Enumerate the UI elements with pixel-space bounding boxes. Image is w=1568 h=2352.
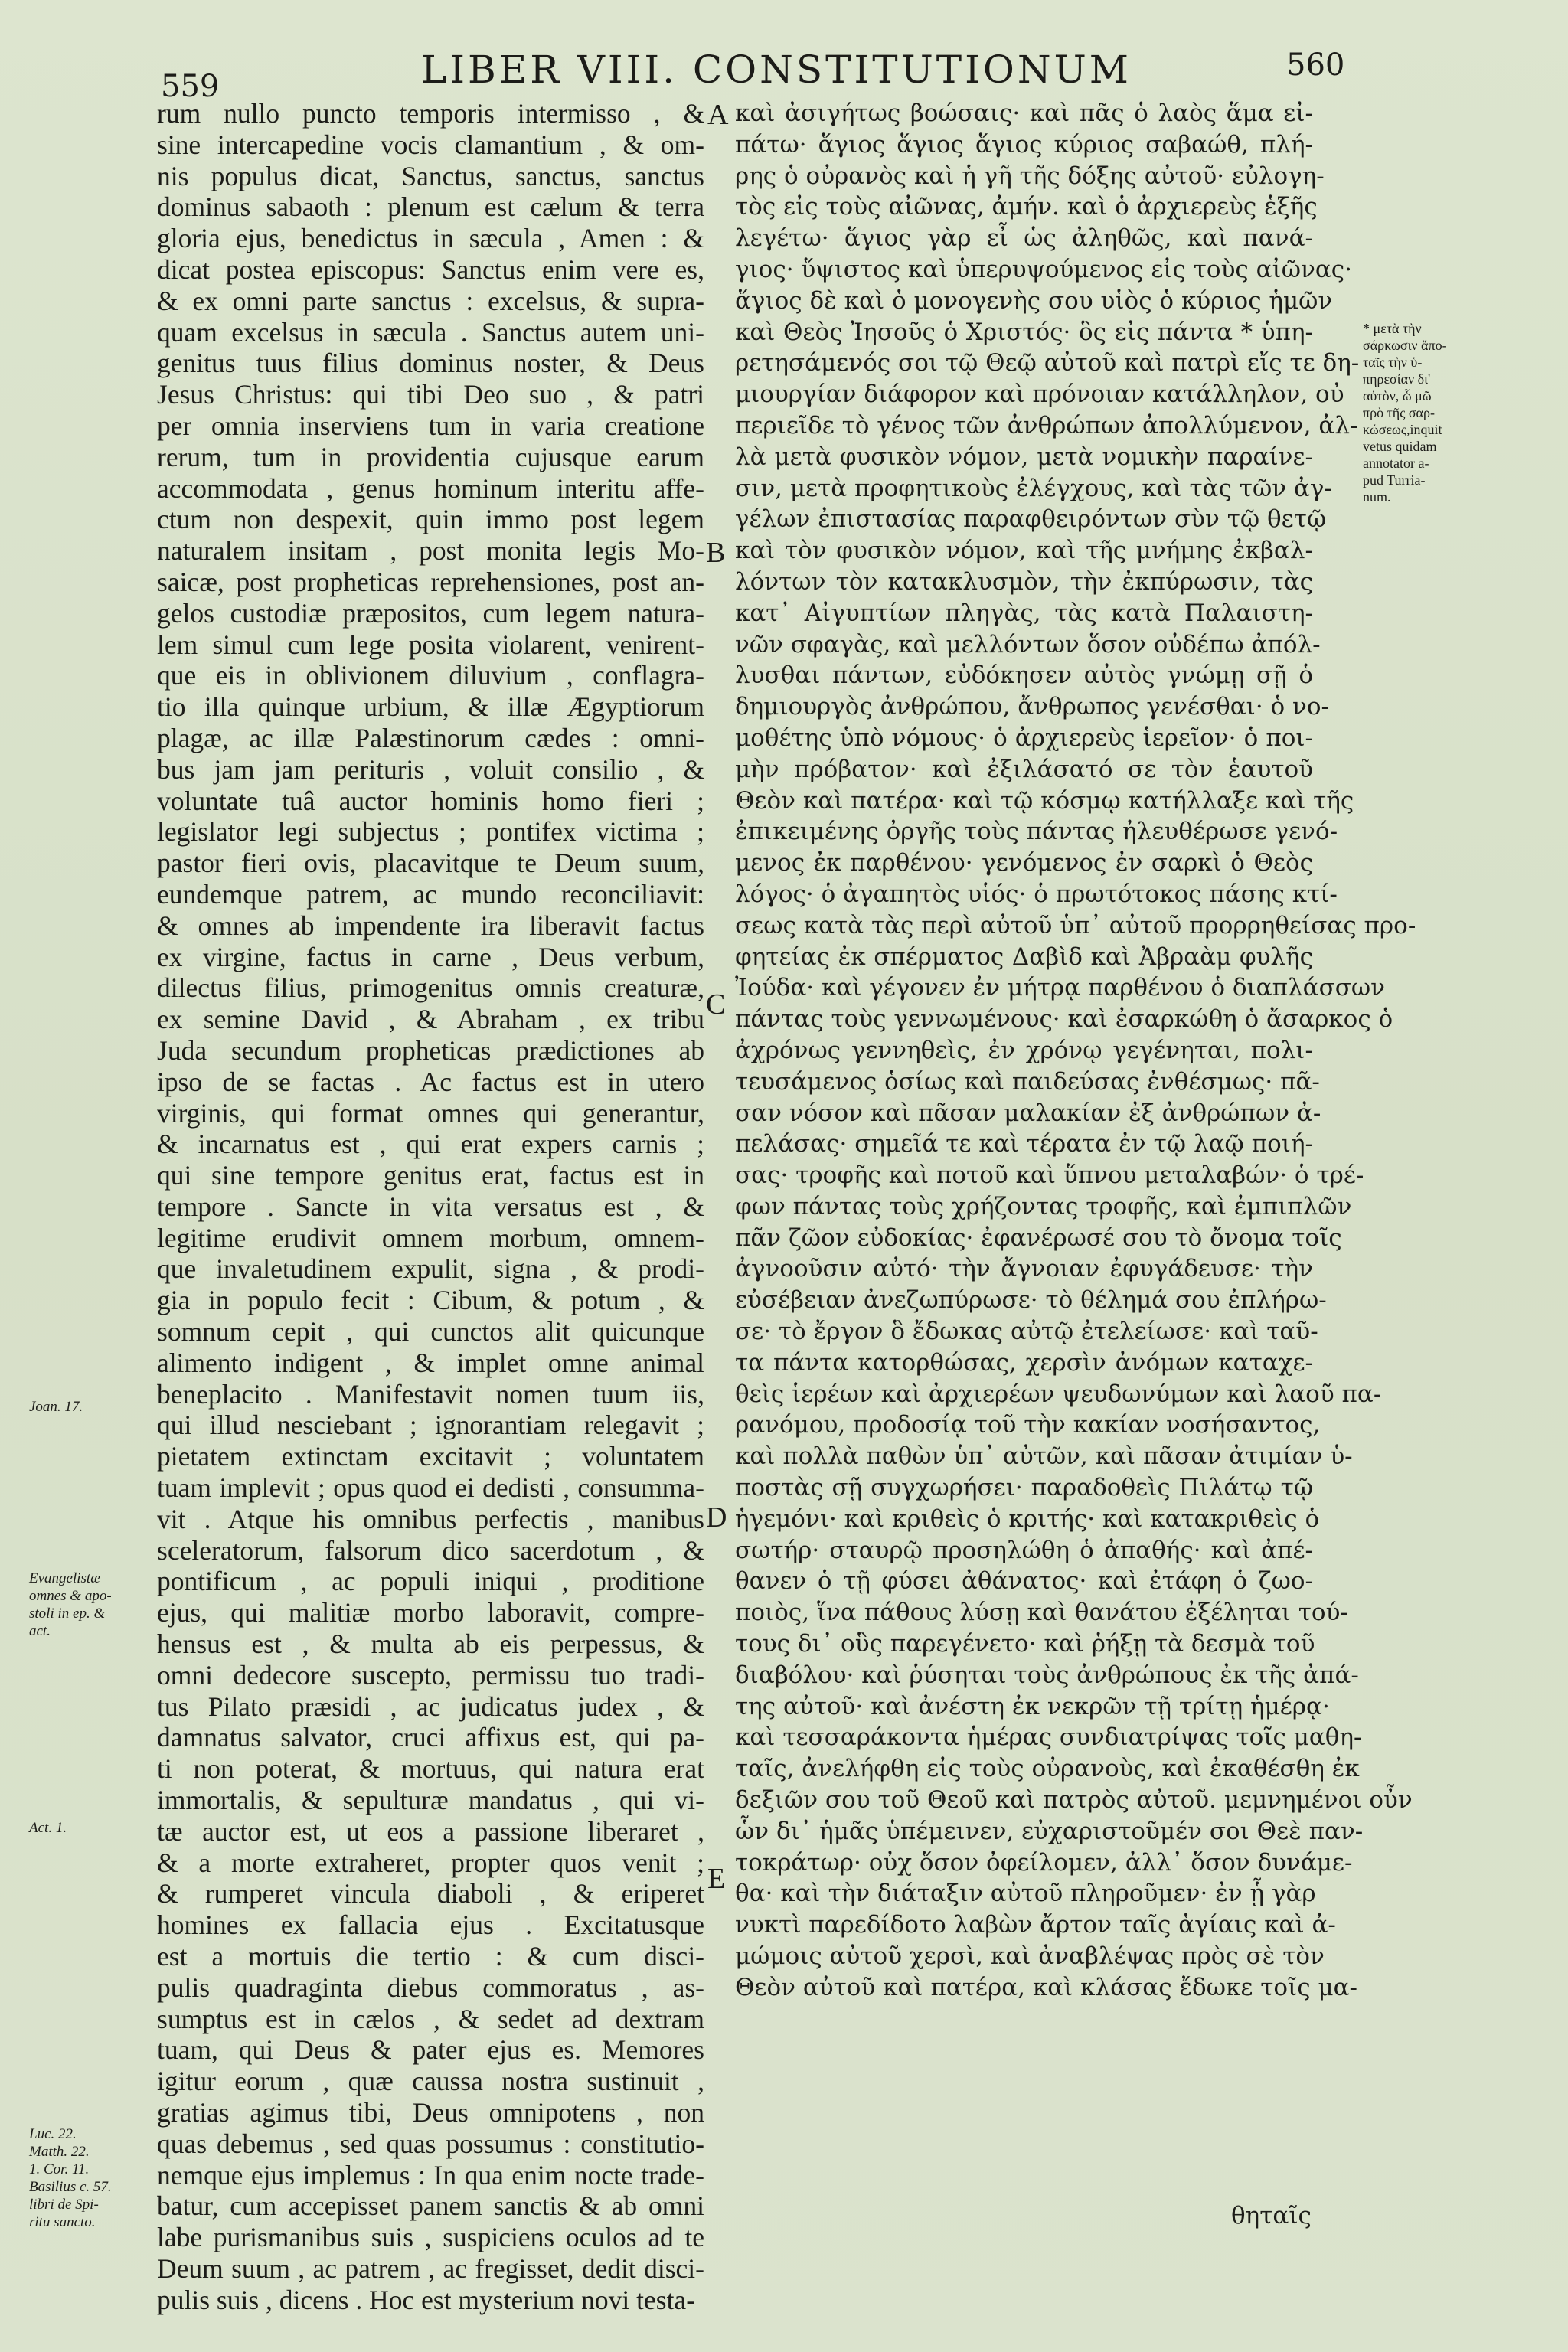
latin-text-line: naturalem insitam , post monita legis Mo-: [157, 535, 704, 567]
greek-text-line: σεως κατὰ τὰς περὶ αὐτοῦ ὑπ᾽ αὐτοῦ προρρηθείσας προ-: [735, 911, 1416, 939]
greek-text-line: λυσθαι πάντων, εὐδόκησεν αὐτὸς γνώμῃ σῇ ὁ: [735, 662, 1313, 690]
section-letter-b: B: [706, 537, 726, 569]
greek-text-line: ποιὸς, ἵνα πάθους λύσῃ καὶ θανάτου ἐξέληται τού-: [735, 1599, 1348, 1627]
latin-text-line: Deum suum , ac patrem , ac fregisset, dedit disci-: [157, 2252, 704, 2284]
latin-text-line: ejus, qui malitiæ morbo laboravit, compre-: [157, 1597, 704, 1628]
latin-text-line: pulis suis , dicens . Hoc est mysterium novi testa-: [157, 2284, 696, 2315]
greek-text-line: καὶ Θεὸς Ἰησοῦς ὁ Χριστός· ὃς εἰς πάντα * ὑπη-: [735, 318, 1313, 346]
latin-text-line: & omnes ab impendente ira liberavit factus: [157, 910, 704, 941]
latin-text-line: voluntate tuâ auctor hominis homo fieri ;: [157, 785, 704, 816]
latin-text-line: gelos custodiæ præpositos, cum legem natura-: [157, 597, 704, 629]
latin-text-line: ti non poterat, & mortuus, qui natura erat: [157, 1753, 704, 1785]
latin-text-line: tus Pilato præsidi , ac judicatus judex , &: [157, 1690, 704, 1722]
latin-text-line: tæ auctor est, ut eos a passione liberaret ,: [157, 1815, 704, 1847]
latin-text-line: pietatem extinctam excitavit ; voluntatem: [157, 1441, 704, 1472]
margin-note-line: stoli in ep. &: [29, 1606, 106, 1622]
margin-note-line: Luc. 22.: [29, 2126, 77, 2142]
latin-text-line: eundemque patrem, ac mundo reconciliavit:: [157, 878, 704, 910]
latin-text-line: tempore . Sancte in vita versatus est , &: [157, 1191, 704, 1222]
latin-text-line: qui illud nesciebant ; ignorantiam relegavit ;: [157, 1410, 704, 1441]
margin-note-line: 1. Cor. 11.: [29, 2161, 90, 2177]
greek-text-line: πάτω· ἅγιος ἅγιος ἅγιος κύριος σαβαώθ, πλή-: [735, 130, 1313, 158]
latin-text-line: quam excelsus in sæcula . Sanctus autem uni-: [157, 316, 704, 348]
greek-text-line: τους δι᾽ οὓς παρεγένετο· καὶ ῥήξῃ τὰ δεσμὰ τοῦ: [735, 1630, 1315, 1658]
latin-text-line: gia in populo fecit : Cibum, & potum , &: [157, 1285, 704, 1316]
greek-text-line: κατ᾽ Αἰγυπτίων πληγὰς, τὰς κατὰ Παλαιστη-: [735, 599, 1313, 627]
latin-text-line: sumptus est in cælos , & sedet ad dextram: [157, 2003, 704, 2034]
latin-text-line: gratias agimus tibi, Deus omnipotens , non: [157, 2097, 704, 2128]
latin-text-line: ex virgine, factus in carne , Deus verbum,: [157, 941, 704, 972]
greek-text-line: γέλων ἐπιστασίας παραφθειρόντων σὺν τῷ θετῷ: [735, 505, 1327, 534]
greek-text-line: διαβόλου· καὶ ῥύσηται τοὺς ἀνθρώπους ἐκ τῆς ἀπά-: [735, 1661, 1359, 1689]
greek-text-line: πάντας τοὺς γεννωμένους· καὶ ἐσαρκώθη ὁ ἄσαρκος ὁ: [735, 1005, 1393, 1034]
greek-text-line: σας· τροφῆς καὶ ποτοῦ καὶ ὕπνου μεταλαβών· ὁ τρέ-: [735, 1161, 1364, 1190]
latin-text-line: genitus tuus filius dominus noster, & Deus: [157, 348, 704, 379]
latin-text-line: qui sine tempore genitus erat, factus est in: [157, 1160, 704, 1191]
latin-text-line: virginis, qui format omnes qui generantur,: [157, 1097, 704, 1129]
latin-text-line: homines ex fallacia ejus . Excitatusque: [157, 1909, 704, 1941]
latin-column: [157, 98, 704, 2316]
latin-text-line: tuam, qui Deus & pater ejus es. Memores: [157, 2034, 704, 2066]
margin-note-line: αὐτὸν, ὧ μῶ: [1363, 388, 1432, 403]
latin-text-line: est a mortuis die tertio : & cum disci-: [157, 1941, 704, 1972]
greek-text-line: πελάσας· σημεῖά τε καὶ τέρατα ἐν τῷ λαῷ ποιή-: [735, 1130, 1313, 1158]
margin-note-line: Evangelistæ: [29, 1570, 100, 1586]
latin-text-line: legitime erudivit omnem morbum, omnem-: [157, 1222, 704, 1253]
latin-text-line: igitur eorum , quæ caussa nostra sustinuit ,: [157, 2066, 704, 2097]
margin-note-line: κώσεως,inquit: [1363, 422, 1442, 437]
margin-note-line: Basilius c. 57.: [29, 2179, 112, 2195]
latin-text-line: immortalis, & sepulturæ mandatus , qui vi-: [157, 1785, 704, 1816]
greek-text-line: φων πάντας τοὺς χρήζοντας τροφῆς, καὶ ἐμπιπλῶν: [735, 1192, 1352, 1220]
latin-text-line: damnatus salvator, cruci affixus est, qui pa-: [157, 1722, 704, 1753]
latin-text-line: batur, cum accepisset panem sanctis & ab omni: [157, 2190, 704, 2222]
greek-text-line: θα· καὶ τὴν διάταξιν αὐτοῦ πληροῦμεν· ἐν ᾗ γὰρ: [735, 1880, 1316, 1908]
latin-text-line: Jesus Christus: qui tibi Deo suo , & patri: [157, 379, 704, 410]
margin-note-line: act.: [29, 1623, 51, 1639]
latin-text-line: pulis quadraginta diebus commoratus , as-: [157, 1971, 704, 2003]
greek-text-line: μὴν πρόβατον· καὶ ἐξιλάσατό σε τὸν ἑαυτοῦ: [735, 755, 1313, 783]
latin-text-line: somnum cepit , qui cunctos alit quicunque: [157, 1316, 704, 1348]
greek-text-line: ταῖς, ἀνελήφθη εἰς τοὺς οὐρανοὺς, καὶ ἐκαθέσθη ἐκ: [735, 1755, 1360, 1783]
latin-text-line: tuam implevit ; opus quod ei dedisti , consumma-: [157, 1472, 704, 1504]
latin-text-line: vit . Atque his omnibus perfectis , manibus: [157, 1503, 704, 1534]
latin-text-line: dominus sabaoth : plenum est cælum & terra: [157, 191, 704, 223]
latin-text-line: lem simul cum lege posita violarent, venirent-: [157, 629, 704, 660]
latin-text-line: bus jam jam perituris , voluit consilio , &: [157, 753, 704, 785]
latin-text-line: beneplacito . Manifestavit nomen tuum iis,: [157, 1378, 704, 1410]
latin-text-line: pontificum , ac populi iniqui , proditione: [157, 1566, 704, 1597]
latin-text-line: rerum, tum in providentia cujusque earum: [157, 441, 704, 472]
latin-text-line: dicat postea episcopus: Sanctus enim vere es,: [157, 253, 704, 285]
margin-note-line: Act. 1.: [29, 1820, 67, 1836]
greek-text-line: ὧν δι᾽ ἡμᾶς ὑπέμεινεν, εὐχαριστοῦμέν σοι Θεὲ παν-: [735, 1817, 1364, 1845]
latin-text-line: nemque ejus implemus : In qua enim nocte trade-: [157, 2159, 704, 2190]
latin-text-line: nis populus dicat, Sanctus, sanctus, sanctus: [157, 160, 704, 191]
latin-text-line: quas debemus , sed quas possumus : constitutio-: [157, 2128, 704, 2159]
greek-text-line: Ἰούδα· καὶ γέγονεν ἐν μήτρᾳ παρθένου ὁ διαπλάσσων: [735, 974, 1386, 1002]
latin-text-line: Juda secundum propheticas prædictiones ab: [157, 1034, 704, 1066]
latin-text-line: accommodata , genus hominum interitu affe-: [157, 472, 704, 504]
margin-note-evangelistae: [29, 1570, 152, 1640]
greek-text-line: ποστὰς σῇ συγχωρήσει· παραδοθεὶς Πιλάτῳ τῷ: [735, 1474, 1313, 1502]
margin-note-line: ταῖς τὴν ὑ-: [1363, 354, 1423, 370]
greek-text-line: πᾶν ζῶον εὐδοκίας· ἐφανέρωσέ σου τὸ ὄνομα τοῖς: [735, 1223, 1342, 1252]
catchword: θηταῖς: [1231, 2202, 1312, 2230]
greek-text-line: σε· τὸ ἔργον ὃ ἔδωκας αὐτῷ ἐτελείωσε· καὶ ταῦ-: [735, 1318, 1318, 1346]
margin-note-line: Matth. 22.: [29, 2144, 90, 2160]
latin-text-line: ipso de se factas . Ac factus est in utero: [157, 1066, 704, 1097]
latin-text-line: gloria ejus, benedictus in sæcula , Amen : &: [157, 223, 704, 254]
latin-text-line: dilectus filius, primogenitus omnis creaturæ,: [157, 972, 704, 1004]
latin-text-line: saicæ, post propheticas reprehensiones, post an-: [157, 566, 704, 597]
greek-text-line: θανεν ὁ τῇ φύσει ἀθάνατος· καὶ ἐτάφη ὁ ζωο-: [735, 1567, 1313, 1596]
greek-text-line: καὶ τεσσαράκοντα ἡμέρας συνδιατρίψας τοῖς μαθη-: [735, 1723, 1362, 1752]
margin-note-line: Joan. 17.: [29, 1399, 83, 1415]
greek-text-line: σαν νόσον καὶ πᾶσαν μαλακίαν ἐξ ἀνθρώπων ἀ-: [735, 1099, 1321, 1127]
greek-text-line: μενος ἐκ παρθένου· γενόμενος ἐν σαρκὶ ὁ Θεὸς: [735, 849, 1313, 877]
latin-text-line: ex semine David , & Abraham , ex tribu: [157, 1004, 704, 1035]
greek-text-line: νυκτὶ παρεδίδοτο λαβὼν ἄρτον ταῖς ἁγίαις καὶ ἀ-: [735, 1911, 1336, 1939]
section-letter-c: C: [706, 988, 726, 1021]
greek-text-line: τευσάμενος ὁσίως καὶ παιδεύσας ἐνθέσμως· πᾶ-: [735, 1067, 1320, 1096]
latin-text-line: & rumperet vincula diaboli , & eriperet: [157, 1878, 704, 1909]
greek-text-line: Θεὸν καὶ πατέρα· καὶ τῷ κόσμῳ κατήλλαξε καὶ τῆς: [735, 786, 1354, 815]
latin-text-line: plagæ, ac illæ Palæstinorum cædes : omni-: [157, 722, 704, 753]
greek-text-line: γιος· ὕψιστος καὶ ὑπερυψούμενος εἰς τοὺς αἰῶνας·: [735, 255, 1352, 283]
greek-text-line: ρετησάμενός σοι τῷ Θεῷ αὐτοῦ καὶ πατρὶ εἴς τε δη-: [735, 349, 1360, 377]
latin-text-line: tio illa quinque urbium, & illæ Ægyptiorum: [157, 691, 704, 723]
section-letter-a: A: [707, 99, 729, 131]
margin-note-line: vetus quidam: [1363, 439, 1437, 454]
greek-text-line: σιν, μετὰ προφητικοὺς ἐλέγχους, καὶ τὰς τῶν ἀγ-: [735, 474, 1332, 502]
latin-text-line: labe purismanibus suis , suspiciens oculos ad te: [157, 2222, 704, 2253]
greek-text-line: φητείας ἐκ σπέρματος Δαβὶδ καὶ Ἀβραὰμ φυλῆς: [735, 942, 1313, 971]
margin-note-line: πηρεσίαν δι': [1363, 371, 1431, 387]
greek-text-line: μιουργίαν διάφορον καὶ πρόνοιαν κατάλληλον, οὐ: [735, 381, 1344, 409]
greek-text-line: λεγέτω· ἅγιος γὰρ εἶ ὡς ἀληθῶς, καὶ πανά-: [735, 224, 1313, 253]
margin-note-line: σάρκωσιν ἄπο-: [1363, 338, 1447, 353]
margin-note-line: omnes & apo-: [29, 1588, 112, 1604]
latin-text-line: sceleratorum, falsorum dico sacerdotum , &: [157, 1534, 704, 1566]
greek-text-line: εὐσέβειαν ἀνεζωπύρωσε· τὸ θέλημά σου ἐπλήρω-: [735, 1286, 1327, 1315]
margin-note-act: [29, 1819, 152, 1837]
greek-text-line: λὰ μετὰ φυσικὸν νόμον, μετὰ νομικὴν παραίνε-: [735, 443, 1313, 471]
greek-text-line: λόγος· ὁ ἀγαπητὸς υἱός· ὁ πρωτότοκος πάσης κτί-: [735, 880, 1338, 908]
greek-text-line: δεξιῶν σου τοῦ Θεοῦ καὶ πατρὸς αὐτοῦ. μεμνημένοι οὖν: [735, 1786, 1413, 1815]
greek-text-line: ρανόμου, προδοσίᾳ τοῦ τὴν κακίαν νοσήσαντος,: [735, 1411, 1321, 1439]
margin-note-line: num.: [1363, 489, 1391, 505]
greek-text-line: τα πάντα κατορθώσας, χερσὶν ἀνόμων καταχε-: [735, 1348, 1313, 1377]
page-number-right: 560: [1286, 47, 1345, 83]
greek-text-line: ἀχρόνως γεννηθεὶς, ἐν χρόνῳ γεγένηται, πολι-: [735, 1036, 1313, 1064]
margin-note-line: πρὸ τῆς σαρ-: [1363, 405, 1435, 420]
latin-text-line: que invaletudinem expulit, signa , & prodi-: [157, 1253, 704, 1285]
running-title: LIBER VIII. CONSTITUTIONUM: [421, 47, 1132, 92]
greek-text-line: ἡγεμόνι· καὶ κριθεὶς ὁ κριτής· καὶ κατακριθεὶς ὁ: [735, 1504, 1320, 1533]
greek-text-line: περιεῖδε τὸ γένος τῶν ἀνθρώπων ἀπολλύμενον, ἀλ-: [735, 411, 1358, 439]
greek-text-line: δημιουργὸς ἀνθρώπου, ἄνθρωπος γενέσθαι· ὁ νο-: [735, 693, 1330, 721]
page-number-left: 559: [161, 69, 220, 104]
margin-note-line: pud Turria-: [1363, 472, 1426, 488]
margin-note-right: [1363, 320, 1497, 505]
latin-text-line: sine intercapedine vocis clamantium , & om-: [157, 129, 704, 160]
greek-text-line: θεὶς ἱερέων καὶ ἀρχιερέων ψευδωνύμων καὶ λαοῦ πα-: [735, 1380, 1382, 1408]
page-header: [161, 47, 1355, 104]
margin-note-joan: [29, 1398, 152, 1416]
greek-text-line: καὶ ἀσιγήτως βοώσαις· καὶ πᾶς ὁ λαὸς ἅμα εἰ-: [735, 100, 1313, 127]
greek-text-line: τοκράτωρ· οὐχ ὅσον ὀφείλομεν, ἀλλ᾽ ὅσον δυνάμε-: [735, 1848, 1353, 1877]
greek-text-line: μώμοις αὐτοῦ χερσὶ, καὶ ἀναβλέψας πρὸς σὲ τὸν: [735, 1942, 1325, 1971]
section-letter-d: D: [706, 1501, 727, 1534]
greek-text-line: μοθέτης ὑπὸ νόμους· ὁ ἀρχιερεὺς ἱερεῖον· ὁ ποι-: [735, 724, 1313, 752]
section-letter-e: E: [707, 1863, 726, 1895]
greek-text-line: ρης ὁ οὐρανὸς καὶ ἡ γῆ τῆς δόξης αὐτοῦ· εὐλογη-: [735, 162, 1325, 190]
greek-text-line: λόντων τὸν κατακλυσμὸν, τὴν ἐκπύρωσιν, τὰς: [735, 567, 1313, 596]
greek-text-line: σωτήρ· σταυρῷ προσηλώθη ὁ ἀπαθής· καὶ ἀπέ-: [735, 1536, 1313, 1564]
latin-text-line: & a morte extraheret, propter quos venit ;: [157, 1847, 704, 1878]
margin-note-line: annotator a-: [1363, 456, 1429, 471]
greek-text-line: καὶ τὸν φυσικὸν νόμον, καὶ τῆς μνήμης ἐκβαλ-: [735, 537, 1313, 565]
latin-text-line: legislator legi subjectus ; pontifex victima ;: [157, 816, 704, 848]
margin-note-luc: [29, 2125, 152, 2231]
latin-text-line: & ex omni parte sanctus : excelsus, & supra-: [157, 285, 704, 316]
latin-text-line: alimento indigent , & implet omne animal: [157, 1347, 704, 1378]
latin-text-line: hensus est , & multa ab eis perpessus, &: [157, 1628, 704, 1660]
margin-note-line: libri de Spi-: [29, 2197, 99, 2213]
latin-text-line: pastor fieri ovis, placavitque te Deum suum,: [157, 848, 704, 879]
greek-text-line: ἅγιος δὲ καὶ ὁ μονογενὴς σου υἱὸς ὁ κύριος ἡμῶν: [735, 286, 1333, 315]
latin-text-line: que eis in oblivionem diluvium , conflagra-: [157, 660, 704, 691]
margin-note-line: ritu sancto.: [29, 2214, 96, 2230]
latin-text-line: rum nullo puncto temporis intermisso , &: [157, 98, 704, 129]
greek-text-line: της αὐτοῦ· καὶ ἀνέστη ἐκ νεκρῶν τῇ τρίτῃ ἡμέρᾳ·: [735, 1692, 1330, 1720]
margin-note-line: * μετὰ τὴν: [1363, 321, 1422, 336]
latin-text-line: ctum non despexit, quin immo post legem: [157, 504, 704, 535]
greek-text-line: τὸς εἰς τοὺς αἰῶνας, ἀμήν. καὶ ὁ ἀρχιερεὺς ἑξῆς: [735, 193, 1318, 221]
latin-text-line: per omnia inserviens tum in varia creatione: [157, 410, 704, 441]
latin-text-line: & incarnatus est , qui erat expers carnis ;: [157, 1129, 704, 1160]
greek-text-line: ἐπικειμένης ὀργῆς τοὺς πάντας ἠλευθέρωσε γενό-: [735, 818, 1338, 846]
greek-text-line: καὶ πολλὰ παθὼν ὑπ᾽ αὐτῶν, καὶ πᾶσαν ἀτιμίαν ὑ-: [735, 1442, 1353, 1471]
latin-text-line: omni dedecore suscepto, permissu tuo tradi-: [157, 1659, 704, 1690]
greek-text-line: Θεὸν αὐτοῦ καὶ πατέρα, καὶ κλάσας ἔδωκε τοῖς μα-: [735, 1973, 1358, 2001]
greek-text-line: νῶν σφαγὰς, καὶ μελλόντων ὅσον οὐδέπω ἀπόλ-: [735, 630, 1321, 658]
greek-text-line: ἀγνοοῦσιν αὐτό· τὴν ἄγνοιαν ἐφυγάδευσε· τὴν: [735, 1255, 1313, 1283]
